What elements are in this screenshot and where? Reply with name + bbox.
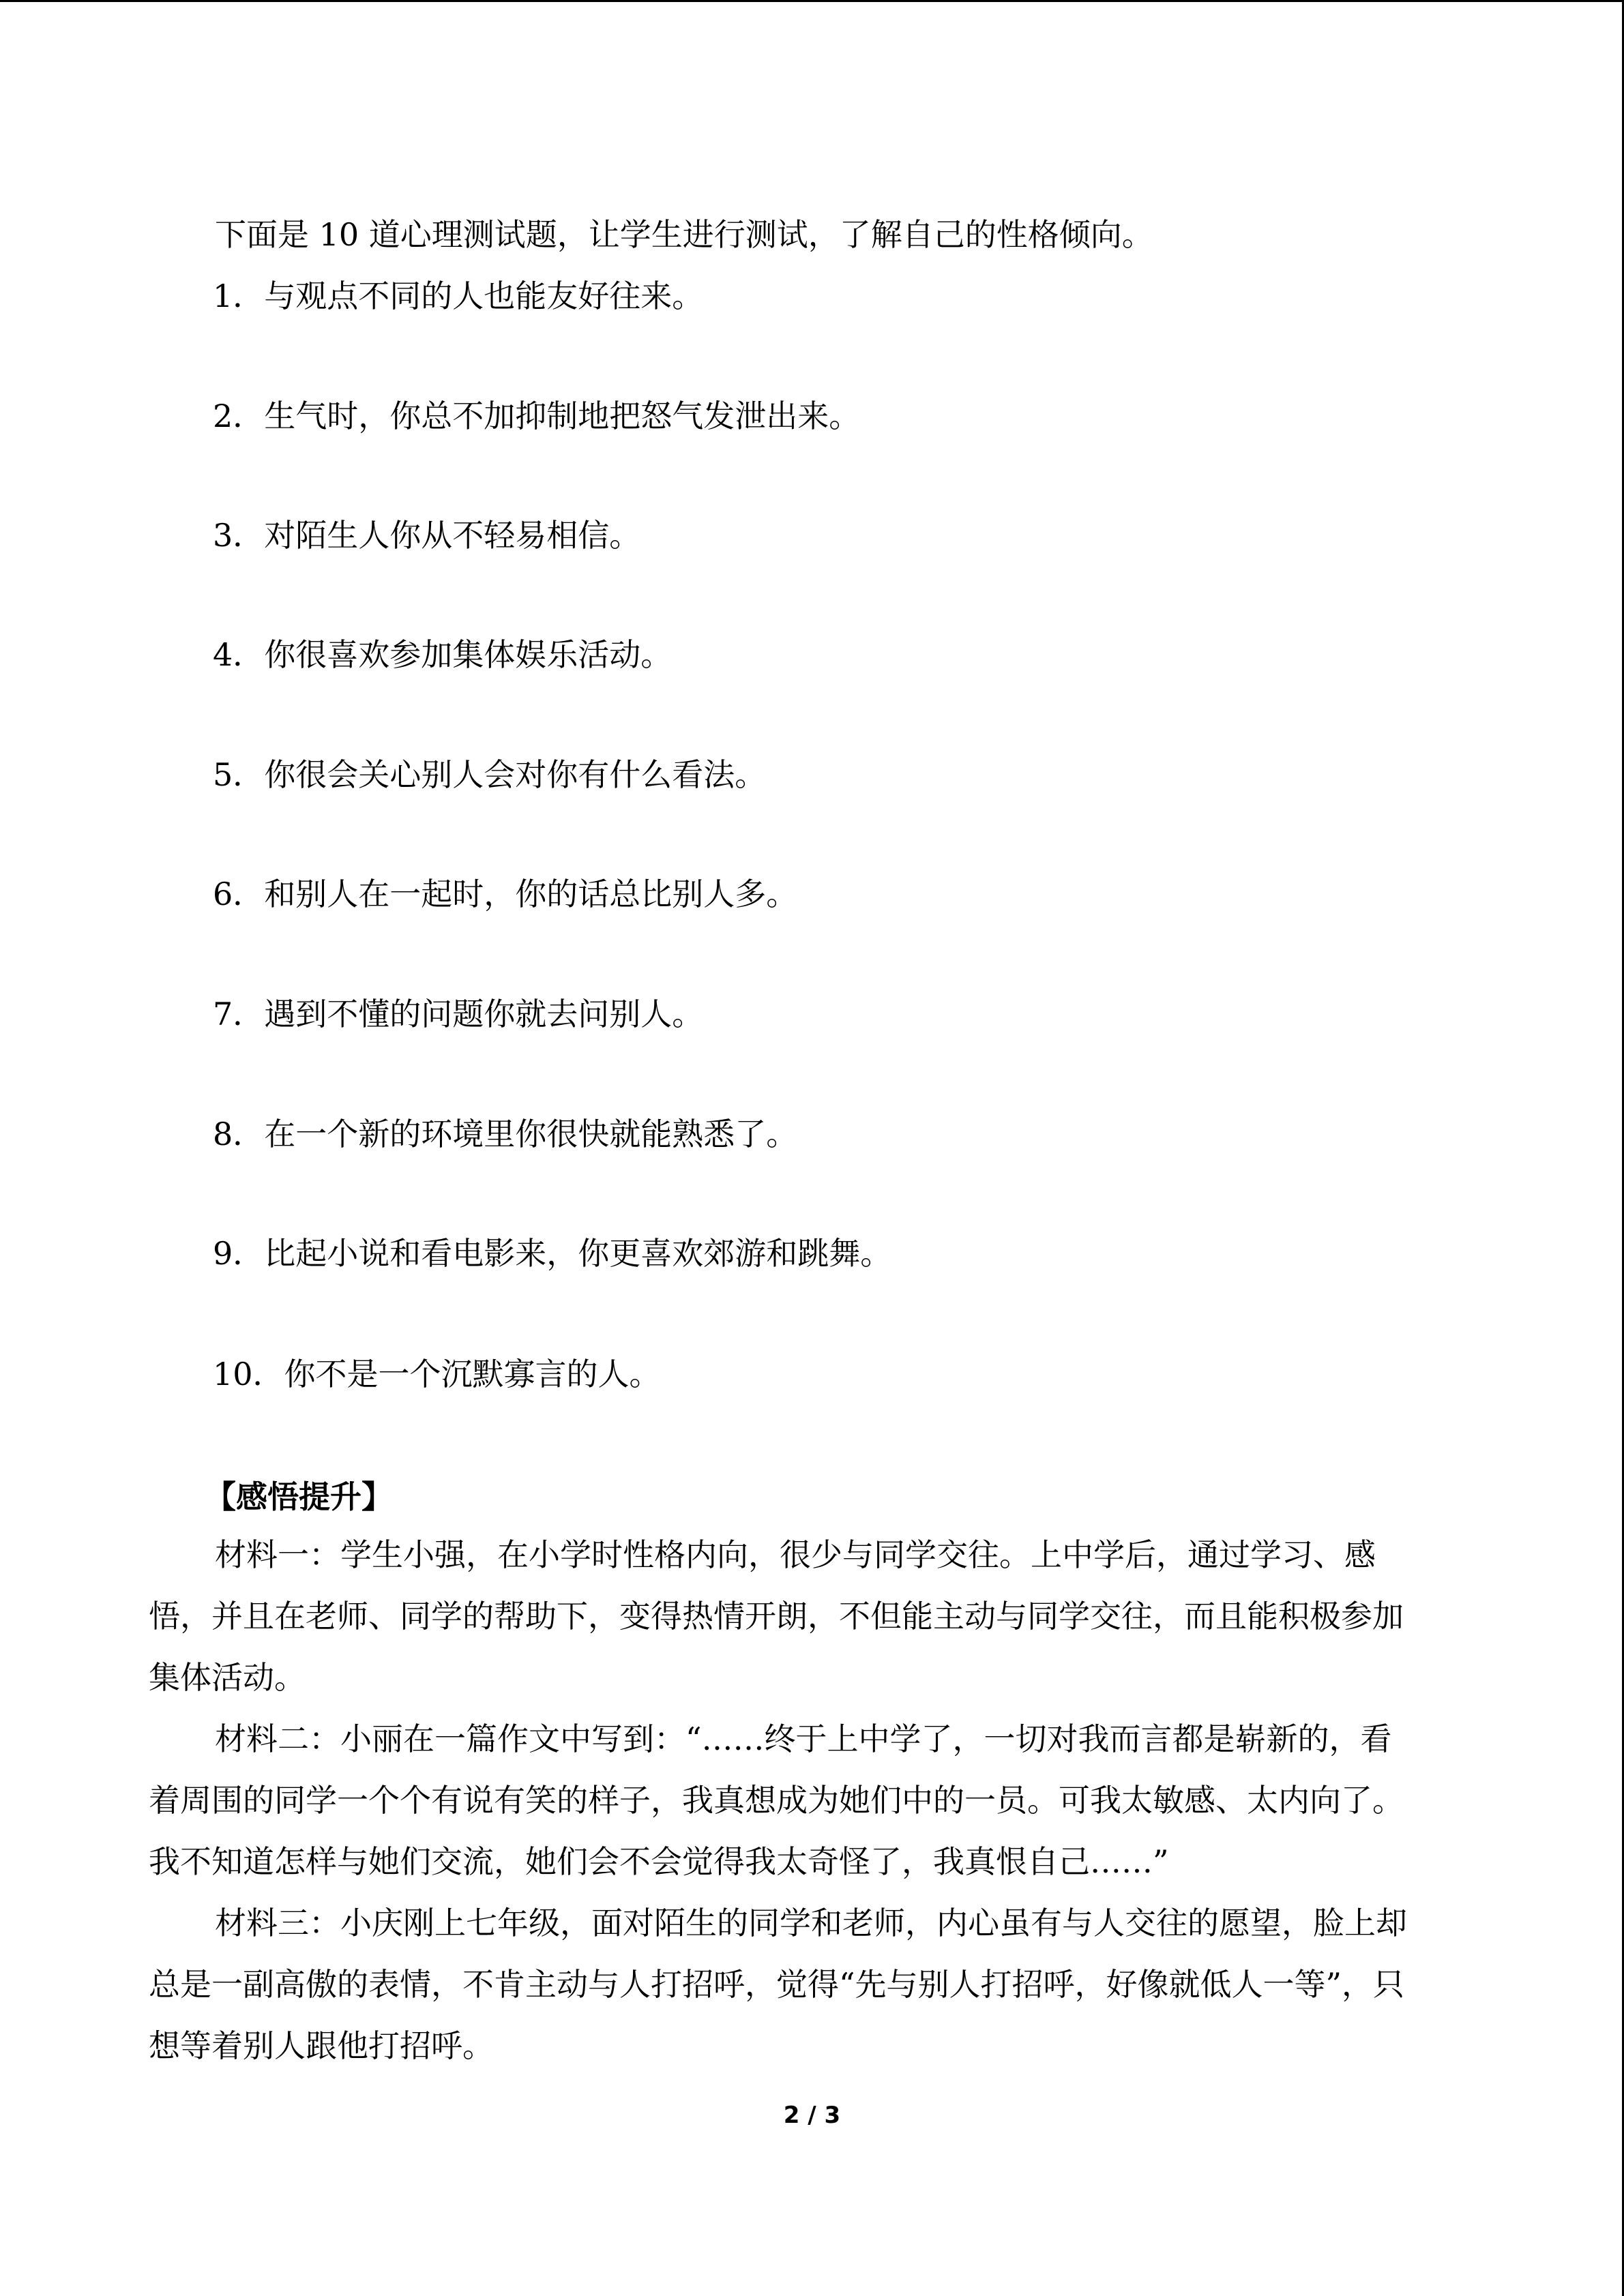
question-5: 5．你很会关心别人会对你有什么看法。 [213, 756, 767, 793]
question-7: 7．遇到不懂的问题你就去问别人。 [213, 996, 704, 1032]
page-number: 2 / 3 [783, 2102, 841, 2129]
question-1: 1．与观点不同的人也能友好往来。 [213, 278, 704, 314]
material-1-line-1: 材料一：学生小强，在小学时性格内向，很少与同学交往。上中学后，通过学习、感 [215, 1536, 1376, 1573]
question-3: 3．对陌生人你从不轻易相信。 [213, 517, 641, 554]
material-1-line-2: 悟，并且在老师、同学的帮助下，变得热情开朗，不但能主动与同学交往，而且能积极参加 [149, 1598, 1404, 1635]
question-9: 9．比起小说和看电影来，你更喜欢郊游和跳舞。 [213, 1235, 892, 1272]
material-3-line-3: 想等着别人跟他打招呼。 [149, 2027, 494, 2064]
material-2-line-1: 材料二：小丽在一篇作文中写到：“……终于上中学了，一切对我而言都是崭新的，看 [215, 1720, 1392, 1757]
page-border-top [0, 0, 1624, 2]
material-3-line-2: 总是一副高傲的表情，不肯主动与人打招呼，觉得“先与别人打招呼，好像就低人一等”，只 [149, 1966, 1405, 2003]
intro-text: 下面是 10 道心理测试题，让学生进行测试，了解自己的性格倾向。 [215, 216, 1153, 253]
question-10: 10．你不是一个沉默寡言的人。 [213, 1356, 661, 1392]
material-3-line-1: 材料三：小庆刚上七年级，面对陌生的同学和老师，内心虽有与人交往的愿望，脸上却 [215, 1905, 1407, 1941]
question-8: 8．在一个新的环境里你很快就能熟悉了。 [213, 1116, 798, 1152]
question-2: 2．生气时，你总不加抑制地把怒气发泄出来。 [213, 398, 861, 434]
material-2-line-3: 我不知道怎样与她们交流，她们会不会觉得我太奇怪了，我真恨自己……” [149, 1843, 1169, 1880]
material-2-line-2: 着周围的同学一个个有说有笑的样子，我真想成为她们中的一员。可我太敏感、太内向了。 [149, 1782, 1404, 1819]
question-6: 6．和别人在一起时，你的话总比别人多。 [213, 876, 798, 912]
material-1-line-3: 集体活动。 [149, 1659, 306, 1696]
section-heading: 【感悟提升】 [205, 1478, 393, 1515]
question-4: 4．你很喜欢参加集体娱乐活动。 [213, 636, 673, 673]
